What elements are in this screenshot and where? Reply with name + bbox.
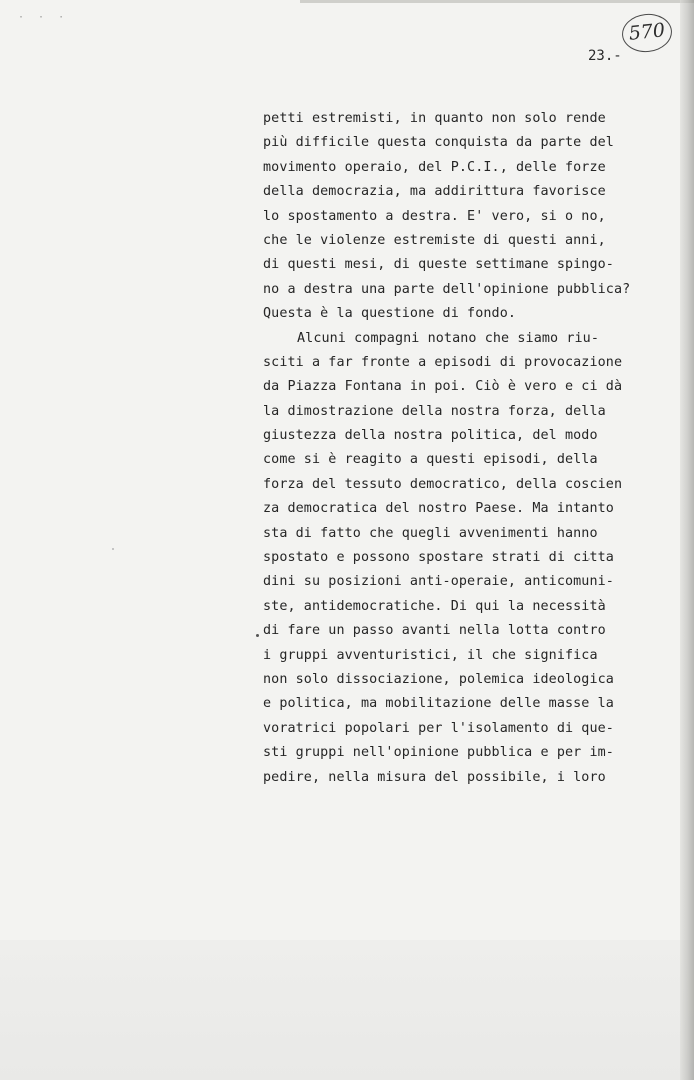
text-line: come si è reagito a questi episodi, della xyxy=(263,452,598,468)
typewritten-body xyxy=(263,107,663,790)
page-number: 23.- xyxy=(588,48,622,64)
text-line: non solo dissociazione, polemica ideologica xyxy=(263,671,614,687)
text-line: za democratica del nostro Paese. Ma intanto xyxy=(263,501,614,517)
scan-speck xyxy=(112,548,114,550)
text-line: i gruppi avventuristici, il che significa xyxy=(263,647,598,663)
text-line: petti estremisti, in quanto non solo rende xyxy=(263,111,606,126)
text-line: Questa è la questione di fondo. xyxy=(263,306,517,322)
text-line: che le violenze estremiste di questi anni, xyxy=(263,232,606,248)
text-line: più difficile questa conquista da parte del xyxy=(263,135,614,151)
text-line: no a destra una parte dell'opinione pubblica? xyxy=(263,281,631,297)
text-line: forza del tessuto democratico, della coscien xyxy=(263,476,623,492)
text-line: dini su posizioni anti-operaie, anticomuni- xyxy=(263,574,614,590)
text-line: ste, antidemocratiche. Di qui la necessità xyxy=(263,598,606,614)
text-line: di questi mesi, di queste settimane spingo- xyxy=(263,257,614,273)
text-line: movimento operaio, del P.C.I., delle forze xyxy=(263,159,606,175)
text-line: sta di fatto che quegli avvenimenti hanno xyxy=(263,525,598,541)
text-line: di fare un passo avanti nella lotta contro xyxy=(263,623,606,639)
margin-mark xyxy=(256,634,259,637)
paper-top-edge xyxy=(300,0,694,3)
text-line: la dimostrazione della nostra forza, della xyxy=(263,403,606,419)
text-line: spostato e possono spostare strati di citta xyxy=(263,550,614,566)
text-line: voratrici popolari per l'isolamento di que- xyxy=(263,720,614,736)
text-line: e politica, ma mobilitazione delle masse la xyxy=(263,696,614,712)
text-line: lo spostamento a destra. E' vero, si o no, xyxy=(263,208,606,224)
paper-right-edge xyxy=(680,0,694,1080)
text-line: della democrazia, ma addirittura favorisce xyxy=(263,184,606,200)
text-line: sti gruppi nell'opinione pubblica e per im- xyxy=(263,745,614,761)
scan-speckles: · · · xyxy=(18,12,69,23)
text-line: sciti a far fronte a episodi di provocazione xyxy=(263,354,623,370)
text-line: giustezza della nostra politica, del modo xyxy=(263,428,598,444)
archive-stamp: 570 xyxy=(620,11,674,54)
text-line: da Piazza Fontana in poi. Ciò è vero e ci dà xyxy=(263,379,623,395)
text-line: pedire, nella misura del possibile, i loro xyxy=(263,769,606,785)
paragraph-start-line: Alcuni compagni notano che siamo riu- xyxy=(297,330,599,346)
